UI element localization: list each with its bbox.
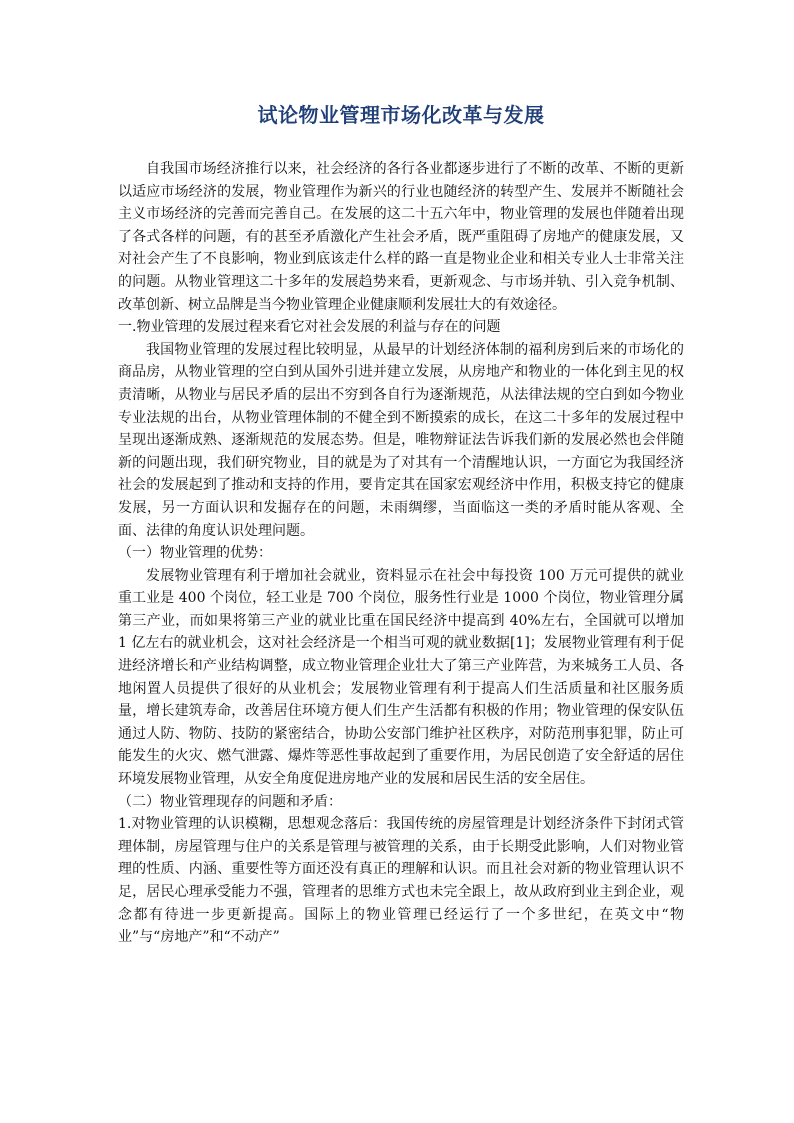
intro-paragraph: 自我国市场经济推行以来，社会经济的各行各业都逐步进行了不断的改革、不断的更新以适应市场经济的发展，物业管理作为新兴的行业也随经济的转型产生、发展并不断随社会主义市场经济的完善而完善自己。在发展的这二十五六年中，物业管理的发展也伴随着出现了各式各样的问题，有的甚至矛盾激化产生社会矛盾，既严重阻碍了房地产的健康发展，又对社会产生了不良影响，物业到底该走什么样的路一直是物业企业和相关专业人士非常关注的问题。从物业管理这二十多年的发展趋势来看，更新观念、与市场并轨、引入竞争机制、改革创新、树立品牌是当今物业管理企业健康顺利发展壮大的有效途径。 — [118, 161, 684, 313]
subsection-2-heading: （二）物业管理现存的问题和矛盾： — [118, 793, 342, 810]
section-1-heading: 一.物业管理的发展过程来看它对社会发展的利益与存在的问题 — [118, 319, 501, 336]
subsection-1-heading: （一）物业管理的优势： — [118, 545, 272, 562]
document-page — [118, 100, 684, 949]
subsection-1-paragraph: 发展物业管理有利于增加社会就业，资料显示在社会中每投资 100 万元可提供的就业重工业是 400 个岗位，轻工业是 700 个岗位，服务性行业是 1000 个岗位，物业管理分属第三产业，而如果将第三产业的就业比重在国民经济中提高到 40%左右，全国就可以增加 1 亿左右的就业机会，这对社会经济是一个相当可观的就业数据[1]；发展物业管理有利于促进经济增长和产业结构调整，成立物业管理企业壮大了第三产业阵营，为来城务工人员、各地闲置人员提供了很好的从业机会；发展物业管理有利于提高人们生活质量和社区服务质量，增长建筑寿命，改善居住环境方便人们生产生活都有积极的作用；物业管理的保安队伍通过人防、物防、技防的紧密结合，协助公安部门维护社区秩序，对防范刑事犯罪，防止可能发生的火灾、燃气泄露、爆炸等恶性事故起到了重要作用，为居民创造了安全舒适的居住环境发展物业管理，从安全角度促进房地产业的发展和居民生活的安全居住。 — [118, 567, 684, 788]
document-title: 试论物业管理市场化改革与发展 — [257, 103, 545, 127]
section-1-paragraph: 我国物业管理的发展过程比较明显，从最早的计划经济体制的福利房到后来的市场化的商品房，从物业管理的空白到从国外引进并建立发展，从房地产和物业的一体化到主见的权责清晰，从物业与居民矛盾的层出不穷到各自行为逐渐规范，从法律法规的空白到如今物业专业法规的出台，从物业管理体制的不健全到不断摸索的成长，在这二十多年的发展过程中呈现出逐渐成熟、逐渐规范的发展态势。但是，唯物辩证法告诉我们新的发展必然也会伴随新的问题出现，我们研究物业，目的就是为了对其有一个清醒地认识，一方面它为我国经济社会的发展起到了推动和支持的作用，要肯定其在国家宏观经济中作用，积极支持它的健康发展，另一方面认识和发掘存在的问题，未雨绸缪，当面临这一类的矛盾时能从客观、全面、法律的角度认识处理问题。 — [118, 341, 684, 539]
subsection-2-paragraph: 1.对物业管理的认识模糊，思想观念落后：我国传统的房屋管理是计划经济条件下封闭式管理体制，房屋管理与住户的关系是管理与被管理的关系，由于长期受此影响，人们对物业管理的性质、内涵、重要性等方面还没有真正的理解和认识。而且社会对新的物业管理认识不足，居民心理承受能力不强，管理者的思维方式也未完全跟上，故从政府到业主到企业，观念都有待进一步更新提高。国际上的物业管理已经运行了一个多世纪，在英文中“物业”与“房地产”和“不动产” — [118, 816, 684, 946]
